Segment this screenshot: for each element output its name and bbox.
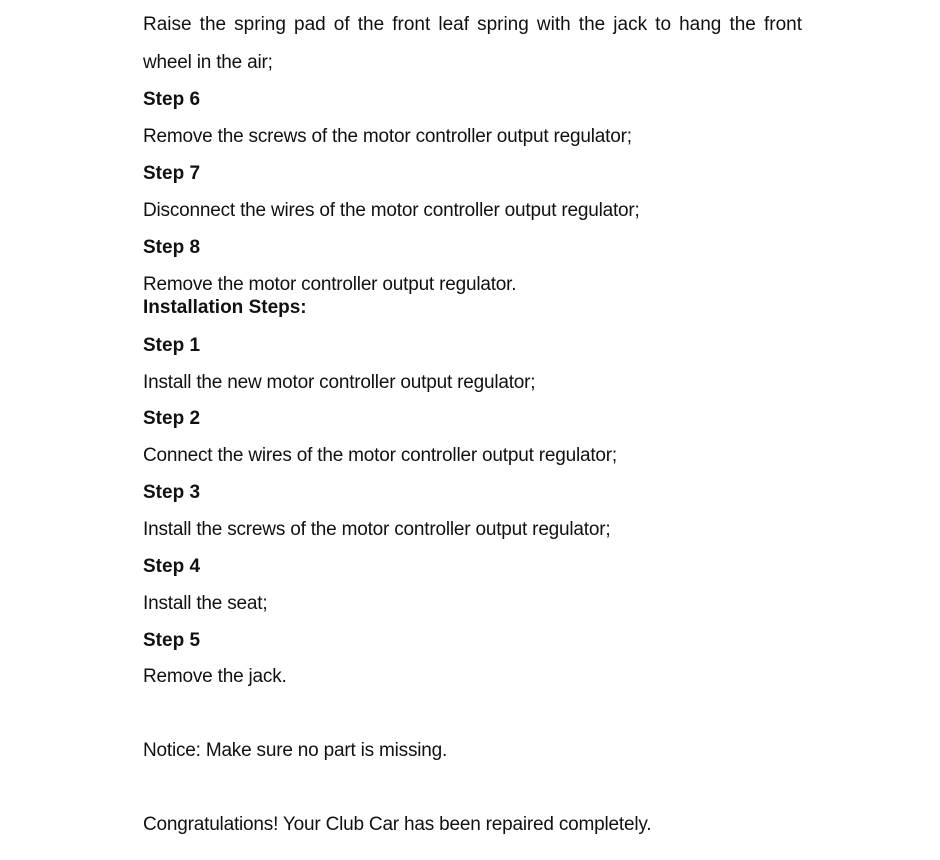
install-step-4-text: Install the seat; — [143, 593, 268, 614]
install-step-1-label: Step 1 — [143, 335, 201, 356]
install-step-1-text: Install the new motor controller output regulator; — [143, 372, 536, 393]
closing-text: Congratulations! Your Club Car has been repaired completely. — [143, 814, 652, 835]
step-6-text: Remove the screws of the motor controller output regulator; — [143, 126, 632, 147]
install-step-2-label: Step 2 — [143, 408, 201, 429]
notice-text: Notice: Make sure no part is missing. — [143, 740, 448, 761]
install-step-3-text: Install the screws of the motor controller output regulator; — [143, 519, 611, 540]
intro-line-1: Raise the spring pad of the front leaf spring with the jack to hang the front — [143, 14, 802, 35]
step-7-text: Disconnect the wires of the motor controller output regulator; — [143, 200, 640, 221]
step-8-label: Step 8 — [143, 237, 201, 258]
install-step-3-label: Step 3 — [143, 482, 201, 503]
install-step-2-text: Connect the wires of the motor controller output regulator; — [143, 445, 618, 466]
step-7-label: Step 7 — [143, 163, 201, 184]
intro-line-2: wheel in the air; — [143, 52, 273, 73]
install-step-4-label: Step 4 — [143, 556, 201, 577]
install-step-5-text: Remove the jack. — [143, 666, 287, 687]
step-6-label: Step 6 — [143, 89, 201, 110]
installation-heading: Installation Steps: — [143, 297, 307, 318]
install-step-5-label: Step 5 — [143, 630, 201, 651]
step-8-text: Remove the motor controller output regulator. — [143, 274, 517, 295]
